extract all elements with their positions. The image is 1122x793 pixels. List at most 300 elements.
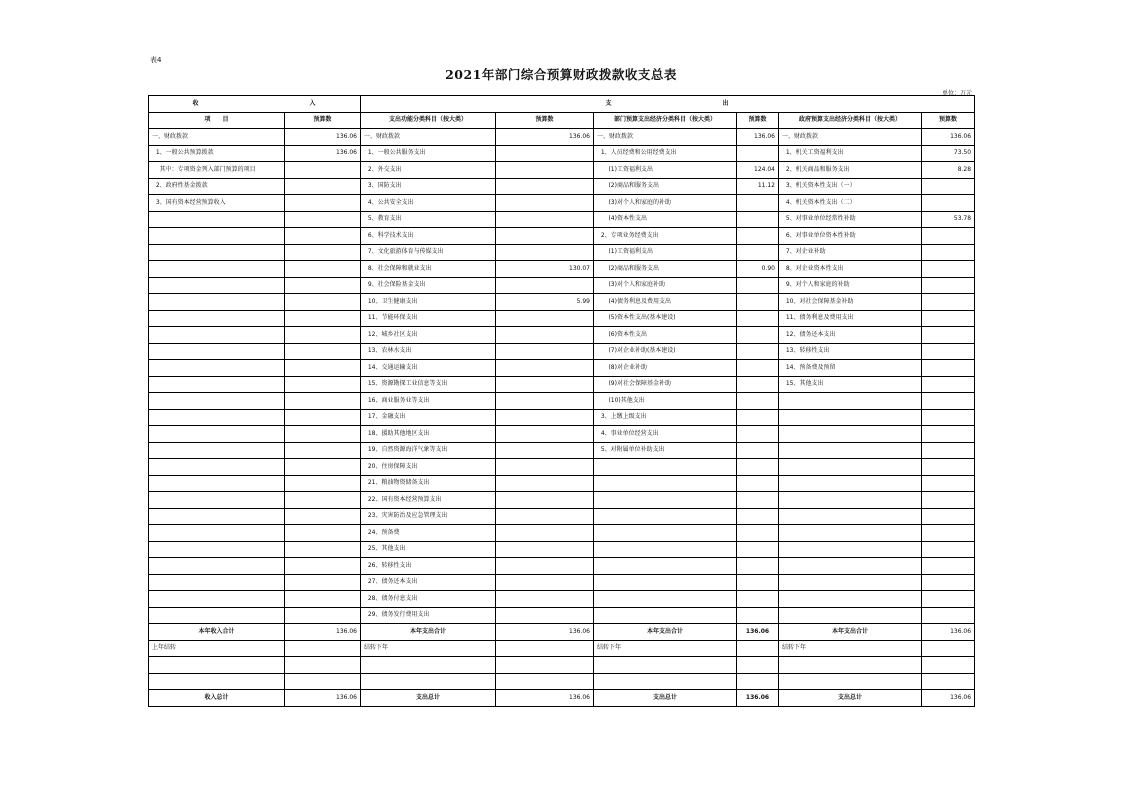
func-amount-cell — [496, 475, 594, 492]
table-row — [149, 211, 975, 228]
gov-item-cell — [779, 442, 922, 459]
func-amount-cell — [496, 607, 594, 624]
blank-cell — [361, 657, 496, 674]
dept-amount-cell — [737, 277, 779, 294]
func-item-cell: 23、灾害防治及应急管理支出 — [361, 508, 496, 525]
func-amount-cell — [496, 541, 594, 558]
gov-item-cell: 13、转移性支出 — [779, 343, 922, 360]
income-amount-cell — [285, 294, 361, 311]
gov-amount-cell — [922, 558, 975, 575]
year-total-row — [149, 624, 975, 641]
func-amount-cell — [496, 376, 594, 393]
dept-item-cell: (1)工资福利支出 — [594, 162, 737, 179]
income-amount-cell — [285, 558, 361, 575]
table-row — [149, 442, 975, 459]
dept-grand-total-amount: 136.06 — [737, 690, 779, 707]
dept-amount-cell — [737, 426, 779, 443]
dept-grand-total-label: 支出总计 — [594, 690, 737, 707]
func-item-cell: 21、粮油物资储备支出 — [361, 475, 496, 492]
gov-item-cell: 11、债务利息及费用支出 — [779, 310, 922, 327]
budget-summary-table — [148, 95, 975, 707]
income-item-cell — [149, 574, 285, 591]
func-item-cell: 26、转移性支出 — [361, 558, 496, 575]
func-amount-cell — [496, 508, 594, 525]
gov-item-cell — [779, 409, 922, 426]
table-row — [149, 426, 975, 443]
income-amount-cell — [285, 178, 361, 195]
func-item-cell: 2、外交支出 — [361, 162, 496, 179]
func-item-cell: 6、科学技术支出 — [361, 228, 496, 245]
table-row — [149, 558, 975, 575]
gov-amount-cell — [922, 310, 975, 327]
func-amount-cell — [496, 162, 594, 179]
income-item-cell — [149, 244, 285, 261]
dept-amount-cell — [737, 195, 779, 212]
income-item-cell — [149, 525, 285, 542]
gov-amount-cell — [922, 541, 975, 558]
blank-cell — [594, 657, 737, 674]
income-amount-cell — [285, 525, 361, 542]
func-grand-total-amount: 136.06 — [496, 690, 594, 707]
dept-item-cell: (5)资本性支出(基本建设) — [594, 310, 737, 327]
income-item-cell — [149, 327, 285, 344]
income-amount-cell — [285, 591, 361, 608]
blank-cell — [922, 673, 975, 690]
dept-item-cell: 1、人员经费和公用经费支出 — [594, 145, 737, 162]
dept-item-cell: (7)对企业补助(基本建设) — [594, 343, 737, 360]
dept-item-cell — [594, 574, 737, 591]
gov-amount-cell — [922, 459, 975, 476]
table-row — [149, 525, 975, 542]
dept-carry-label: 结转下年 — [594, 640, 737, 657]
gov-amount-cell — [922, 360, 975, 377]
income-item-cell — [149, 508, 285, 525]
dept-item-cell: 2、专项业务经费支出 — [594, 228, 737, 245]
dept-item-cell — [594, 558, 737, 575]
func-item-cell: 29、债务发行费用支出 — [361, 607, 496, 624]
gov-amount-cell — [922, 327, 975, 344]
blank-cell — [149, 657, 285, 674]
gov-item-cell — [779, 525, 922, 542]
gov-item-cell: 7、对企业补助 — [779, 244, 922, 261]
income-item-cell — [149, 442, 285, 459]
table-row — [149, 541, 975, 558]
func-amount-cell — [496, 228, 594, 245]
table-number: 表4 — [150, 56, 162, 64]
func-year-total-label: 本年支出合计 — [361, 624, 496, 641]
income-carry-label: 上年结转 — [149, 640, 285, 657]
gov-amount-cell — [922, 574, 975, 591]
gov-amount-cell — [922, 195, 975, 212]
income-item-cell — [149, 376, 285, 393]
gov-item-cell: 2、机关商品和服务支出 — [779, 162, 922, 179]
gov-item-cell — [779, 492, 922, 509]
dept-amount-cell — [737, 492, 779, 509]
table-row — [149, 327, 975, 344]
page-title: 2021年部门综合预算财政拨款收支总表 — [445, 67, 677, 82]
gov-amount-header: 预算数 — [922, 112, 975, 129]
func-amount-cell: 5.99 — [496, 294, 594, 311]
gov-amount-cell — [922, 426, 975, 443]
dept-item-cell — [594, 591, 737, 608]
gov-amount-cell — [922, 475, 975, 492]
income-amount-cell — [285, 409, 361, 426]
grand-total-row — [149, 690, 975, 707]
func-item-cell: 8、社会保障和就业支出 — [361, 261, 496, 278]
dept-amount-cell — [737, 442, 779, 459]
dept-amount-cell: 11.12 — [737, 178, 779, 195]
income-amount-cell — [285, 211, 361, 228]
func-item-cell: 4、公共安全支出 — [361, 195, 496, 212]
income-amount-cell — [285, 459, 361, 476]
blank-cell — [496, 657, 594, 674]
dept-item-cell: (3)对个人和家庭的补助 — [594, 195, 737, 212]
income-item-cell — [149, 591, 285, 608]
gov-amount-cell — [922, 343, 975, 360]
func-item-cell: 28、债务付息支出 — [361, 591, 496, 608]
dept-amount-cell — [737, 591, 779, 608]
dept-item-cell — [594, 492, 737, 509]
blank-cell — [779, 673, 922, 690]
func-amount-cell: 130.07 — [496, 261, 594, 278]
table-row — [149, 294, 975, 311]
dept-item-cell: (4)资本性支出 — [594, 211, 737, 228]
table-row — [149, 574, 975, 591]
func-carry-label: 结转下年 — [361, 640, 496, 657]
gov-amount-cell: 136.06 — [922, 129, 975, 146]
func-amount-cell — [496, 178, 594, 195]
income-item-cell — [149, 541, 285, 558]
func-item-cell: 14、交通运输支出 — [361, 360, 496, 377]
income-item-cell: 3、国有资本经营预算收入 — [149, 195, 285, 212]
func-amount-cell — [496, 277, 594, 294]
dept-item-cell: 一、财政拨款 — [594, 129, 737, 146]
income-item-cell — [149, 475, 285, 492]
func-item-cell: 12、城乡社区支出 — [361, 327, 496, 344]
gov-item-cell — [779, 426, 922, 443]
income-amount-cell — [285, 475, 361, 492]
func-amount-cell: 136.06 — [496, 129, 594, 146]
table-row — [149, 607, 975, 624]
func-amount-cell — [496, 310, 594, 327]
dept-amount-cell — [737, 607, 779, 624]
func-item-cell: 3、国防支出 — [361, 178, 496, 195]
dept-amount-cell: 0.90 — [737, 261, 779, 278]
income-item-cell: 其中：专项资金列入部门预算的项目 — [149, 162, 285, 179]
income-amount-cell — [285, 541, 361, 558]
table-row — [149, 591, 975, 608]
blank-cell — [285, 673, 361, 690]
dept-amount-cell — [737, 508, 779, 525]
gov-amount-cell — [922, 294, 975, 311]
income-amount-cell — [285, 426, 361, 443]
income-amount-cell — [285, 162, 361, 179]
income-amount-cell — [285, 574, 361, 591]
gov-item-cell: 10、对社会保障基金补助 — [779, 294, 922, 311]
gov-amount-cell — [922, 607, 975, 624]
gov-item-cell: 3、机关资本性支出（一） — [779, 178, 922, 195]
table-row — [149, 393, 975, 410]
dept-item-cell: (10)其他支出 — [594, 393, 737, 410]
dept-year-total-amount: 136.06 — [737, 624, 779, 641]
dept-amount-cell: 124.04 — [737, 162, 779, 179]
table-row — [149, 360, 975, 377]
func-amount-cell — [496, 211, 594, 228]
dept-item-cell: (2)商品和服务支出 — [594, 178, 737, 195]
blank-row — [149, 657, 975, 674]
table-row — [149, 459, 975, 476]
income-amount-cell — [285, 244, 361, 261]
func-item-cell: 19、自然资源海洋气象等支出 — [361, 442, 496, 459]
income-year-total-label: 本年收入合计 — [149, 624, 285, 641]
func-item-cell: 20、住房保障支出 — [361, 459, 496, 476]
income-amount-cell — [285, 376, 361, 393]
dept-item-cell — [594, 541, 737, 558]
func-item-cell: 15、资源勘探工业信息等支出 — [361, 376, 496, 393]
income-amount-cell — [285, 442, 361, 459]
blank-cell — [779, 657, 922, 674]
gov-item-cell — [779, 591, 922, 608]
table-row — [149, 178, 975, 195]
func-item-cell: 25、其他支出 — [361, 541, 496, 558]
dept-item-cell: (2)商品和服务支出 — [594, 261, 737, 278]
func-item-cell: 16、商业服务业等支出 — [361, 393, 496, 410]
func-item-cell: 11、节能环保支出 — [361, 310, 496, 327]
income-item-cell — [149, 294, 285, 311]
gov-amount-cell — [922, 376, 975, 393]
func-item-cell: 1、一般公共服务支出 — [361, 145, 496, 162]
gov-amount-cell — [922, 492, 975, 509]
table-row — [149, 343, 975, 360]
func-item-cell: 27、债务还本支出 — [361, 574, 496, 591]
func-item-cell: 18、援助其他地区支出 — [361, 426, 496, 443]
table-row — [149, 376, 975, 393]
func-amount-cell — [496, 244, 594, 261]
income-grand-total-label: 收入总计 — [149, 690, 285, 707]
dept-amount-cell — [737, 343, 779, 360]
dept-amount-cell — [737, 244, 779, 261]
blank-cell — [149, 673, 285, 690]
dept-amount-cell — [737, 376, 779, 393]
func-item-cell: 17、金融支出 — [361, 409, 496, 426]
section-header-row — [149, 96, 975, 113]
income-section-header: 收 入 — [149, 96, 361, 113]
dept-item-cell: (3)对个人和家庭补助 — [594, 277, 737, 294]
dept-item-cell: (1)工资福利支出 — [594, 244, 737, 261]
func-item-cell: 5、教育支出 — [361, 211, 496, 228]
dept-year-total-label: 本年支出合计 — [594, 624, 737, 641]
table-row — [149, 244, 975, 261]
income-grand-total-amount: 136.06 — [285, 690, 361, 707]
func-amount-cell — [496, 591, 594, 608]
gov-amount-cell: 8.28 — [922, 162, 975, 179]
func-amount-cell — [496, 145, 594, 162]
dept-item-cell: (4)债务利息及费用支出 — [594, 294, 737, 311]
dept-amount-cell — [737, 459, 779, 476]
table-row — [149, 261, 975, 278]
dept-amount-cell — [737, 393, 779, 410]
gov-amount-cell — [922, 261, 975, 278]
func-year-total-amount: 136.06 — [496, 624, 594, 641]
income-amount-cell — [285, 195, 361, 212]
income-item-cell: 一、财政拨款 — [149, 129, 285, 146]
func-amount-cell — [496, 442, 594, 459]
gov-amount-cell: 73.50 — [922, 145, 975, 162]
income-item-cell — [149, 459, 285, 476]
dept-item-cell — [594, 525, 737, 542]
table-row — [149, 475, 975, 492]
table-row — [149, 508, 975, 525]
gov-item-cell — [779, 508, 922, 525]
income-carry-amount — [285, 640, 361, 657]
income-item-header: 项 目 — [149, 112, 285, 129]
dept-item-cell: 3、上缴上级支出 — [594, 409, 737, 426]
gov-item-cell — [779, 459, 922, 476]
gov-item-cell — [779, 574, 922, 591]
func-amount-cell — [496, 525, 594, 542]
dept-item-cell: 5、对附属单位补助支出 — [594, 442, 737, 459]
func-amount-cell — [496, 327, 594, 344]
income-amount-cell — [285, 343, 361, 360]
income-amount-header: 预算数 — [285, 112, 361, 129]
gov-amount-cell — [922, 409, 975, 426]
func-amount-cell — [496, 574, 594, 591]
gov-amount-cell — [922, 591, 975, 608]
carry-row — [149, 640, 975, 657]
income-amount-cell — [285, 310, 361, 327]
gov-item-cell: 5、对事业单位经常性补助 — [779, 211, 922, 228]
income-item-cell — [149, 409, 285, 426]
gov-item-cell: 14、预备费及预留 — [779, 360, 922, 377]
income-amount-cell — [285, 508, 361, 525]
func-item-cell: 10、卫生健康支出 — [361, 294, 496, 311]
func-amount-cell — [496, 459, 594, 476]
income-item-cell — [149, 310, 285, 327]
expense-section-header: 支 出 — [361, 96, 975, 113]
gov-item-cell — [779, 475, 922, 492]
func-amount-cell — [496, 426, 594, 443]
gov-item-cell: 15、其他支出 — [779, 376, 922, 393]
blank-cell — [361, 673, 496, 690]
dept-amount-cell — [737, 294, 779, 311]
gov-amount-cell — [922, 442, 975, 459]
gov-item-cell: 12、债务还本支出 — [779, 327, 922, 344]
dept-amount-cell — [737, 525, 779, 542]
dept-amount-cell — [737, 409, 779, 426]
gov-item-cell: 4、机关资本性支出（二） — [779, 195, 922, 212]
income-amount-cell: 136.06 — [285, 129, 361, 146]
func-item-cell: 9、社会保险基金支出 — [361, 277, 496, 294]
func-amount-cell — [496, 558, 594, 575]
func-amount-header: 预算数 — [496, 112, 594, 129]
dept-item-cell — [594, 459, 737, 476]
table-row — [149, 492, 975, 509]
table-row — [149, 409, 975, 426]
dept-item-cell: (9)对社会保障基金补助 — [594, 376, 737, 393]
func-amount-cell — [496, 409, 594, 426]
gov-amount-cell — [922, 277, 975, 294]
dept-amount-cell — [737, 558, 779, 575]
gov-amount-cell — [922, 393, 975, 410]
dept-amount-header: 预算数 — [737, 112, 779, 129]
dept-item-header: 部门预算支出经济分类科目（按大类） — [594, 112, 737, 129]
income-item-cell — [149, 360, 285, 377]
dept-carry-amount — [737, 640, 779, 657]
table-row — [149, 310, 975, 327]
dept-item-cell — [594, 508, 737, 525]
func-carry-amount — [496, 640, 594, 657]
income-amount-cell — [285, 607, 361, 624]
gov-carry-amount — [922, 640, 975, 657]
gov-item-cell: 9、对个人和家庭的补助 — [779, 277, 922, 294]
income-item-cell — [149, 393, 285, 410]
income-amount-cell — [285, 327, 361, 344]
dept-item-cell — [594, 475, 737, 492]
func-amount-cell — [496, 343, 594, 360]
income-item-cell — [149, 261, 285, 278]
gov-amount-cell — [922, 244, 975, 261]
table-row — [149, 277, 975, 294]
gov-year-total-amount: 136.06 — [922, 624, 975, 641]
gov-item-cell — [779, 607, 922, 624]
table-row — [149, 162, 975, 179]
blank-cell — [496, 673, 594, 690]
income-amount-cell — [285, 261, 361, 278]
gov-amount-cell — [922, 228, 975, 245]
income-item-cell — [149, 228, 285, 245]
blank-row — [149, 673, 975, 690]
unit-note: 单位：万元 — [941, 90, 972, 97]
income-amount-cell — [285, 492, 361, 509]
dept-amount-cell — [737, 541, 779, 558]
dept-amount-cell — [737, 310, 779, 327]
income-item-cell — [149, 492, 285, 509]
gov-item-cell — [779, 393, 922, 410]
gov-item-cell: 1、机关工资福利支出 — [779, 145, 922, 162]
income-amount-cell — [285, 360, 361, 377]
income-item-cell: 1、一般公共预算拨款 — [149, 145, 285, 162]
income-amount-cell: 136.06 — [285, 145, 361, 162]
income-item-cell — [149, 426, 285, 443]
blank-cell — [285, 657, 361, 674]
blank-cell — [737, 673, 779, 690]
func-item-cell: 13、农林水支出 — [361, 343, 496, 360]
income-year-total-amount: 136.06 — [285, 624, 361, 641]
gov-amount-cell: 53.78 — [922, 211, 975, 228]
gov-grand-total-label: 支出总计 — [779, 690, 922, 707]
dept-amount-cell — [737, 360, 779, 377]
income-item-cell — [149, 277, 285, 294]
gov-carry-label: 结转下年 — [779, 640, 922, 657]
func-amount-cell — [496, 195, 594, 212]
gov-item-cell: 一、财政拨款 — [779, 129, 922, 146]
income-amount-cell — [285, 393, 361, 410]
dept-amount-cell — [737, 327, 779, 344]
column-header-row — [149, 112, 975, 129]
dept-amount-cell — [737, 145, 779, 162]
gov-item-cell: 8、对企业资本性支出 — [779, 261, 922, 278]
dept-item-cell: (8)对企业补助 — [594, 360, 737, 377]
income-item-cell — [149, 343, 285, 360]
income-item-cell — [149, 558, 285, 575]
gov-grand-total-amount: 136.06 — [922, 690, 975, 707]
func-item-header: 支出功能分类科目（按大类） — [361, 112, 496, 129]
func-amount-cell — [496, 393, 594, 410]
dept-amount-cell — [737, 228, 779, 245]
dept-item-cell: 4、事业单位经营支出 — [594, 426, 737, 443]
income-amount-cell — [285, 228, 361, 245]
gov-item-header: 政府预算支出经济分类科目（按大类） — [779, 112, 922, 129]
